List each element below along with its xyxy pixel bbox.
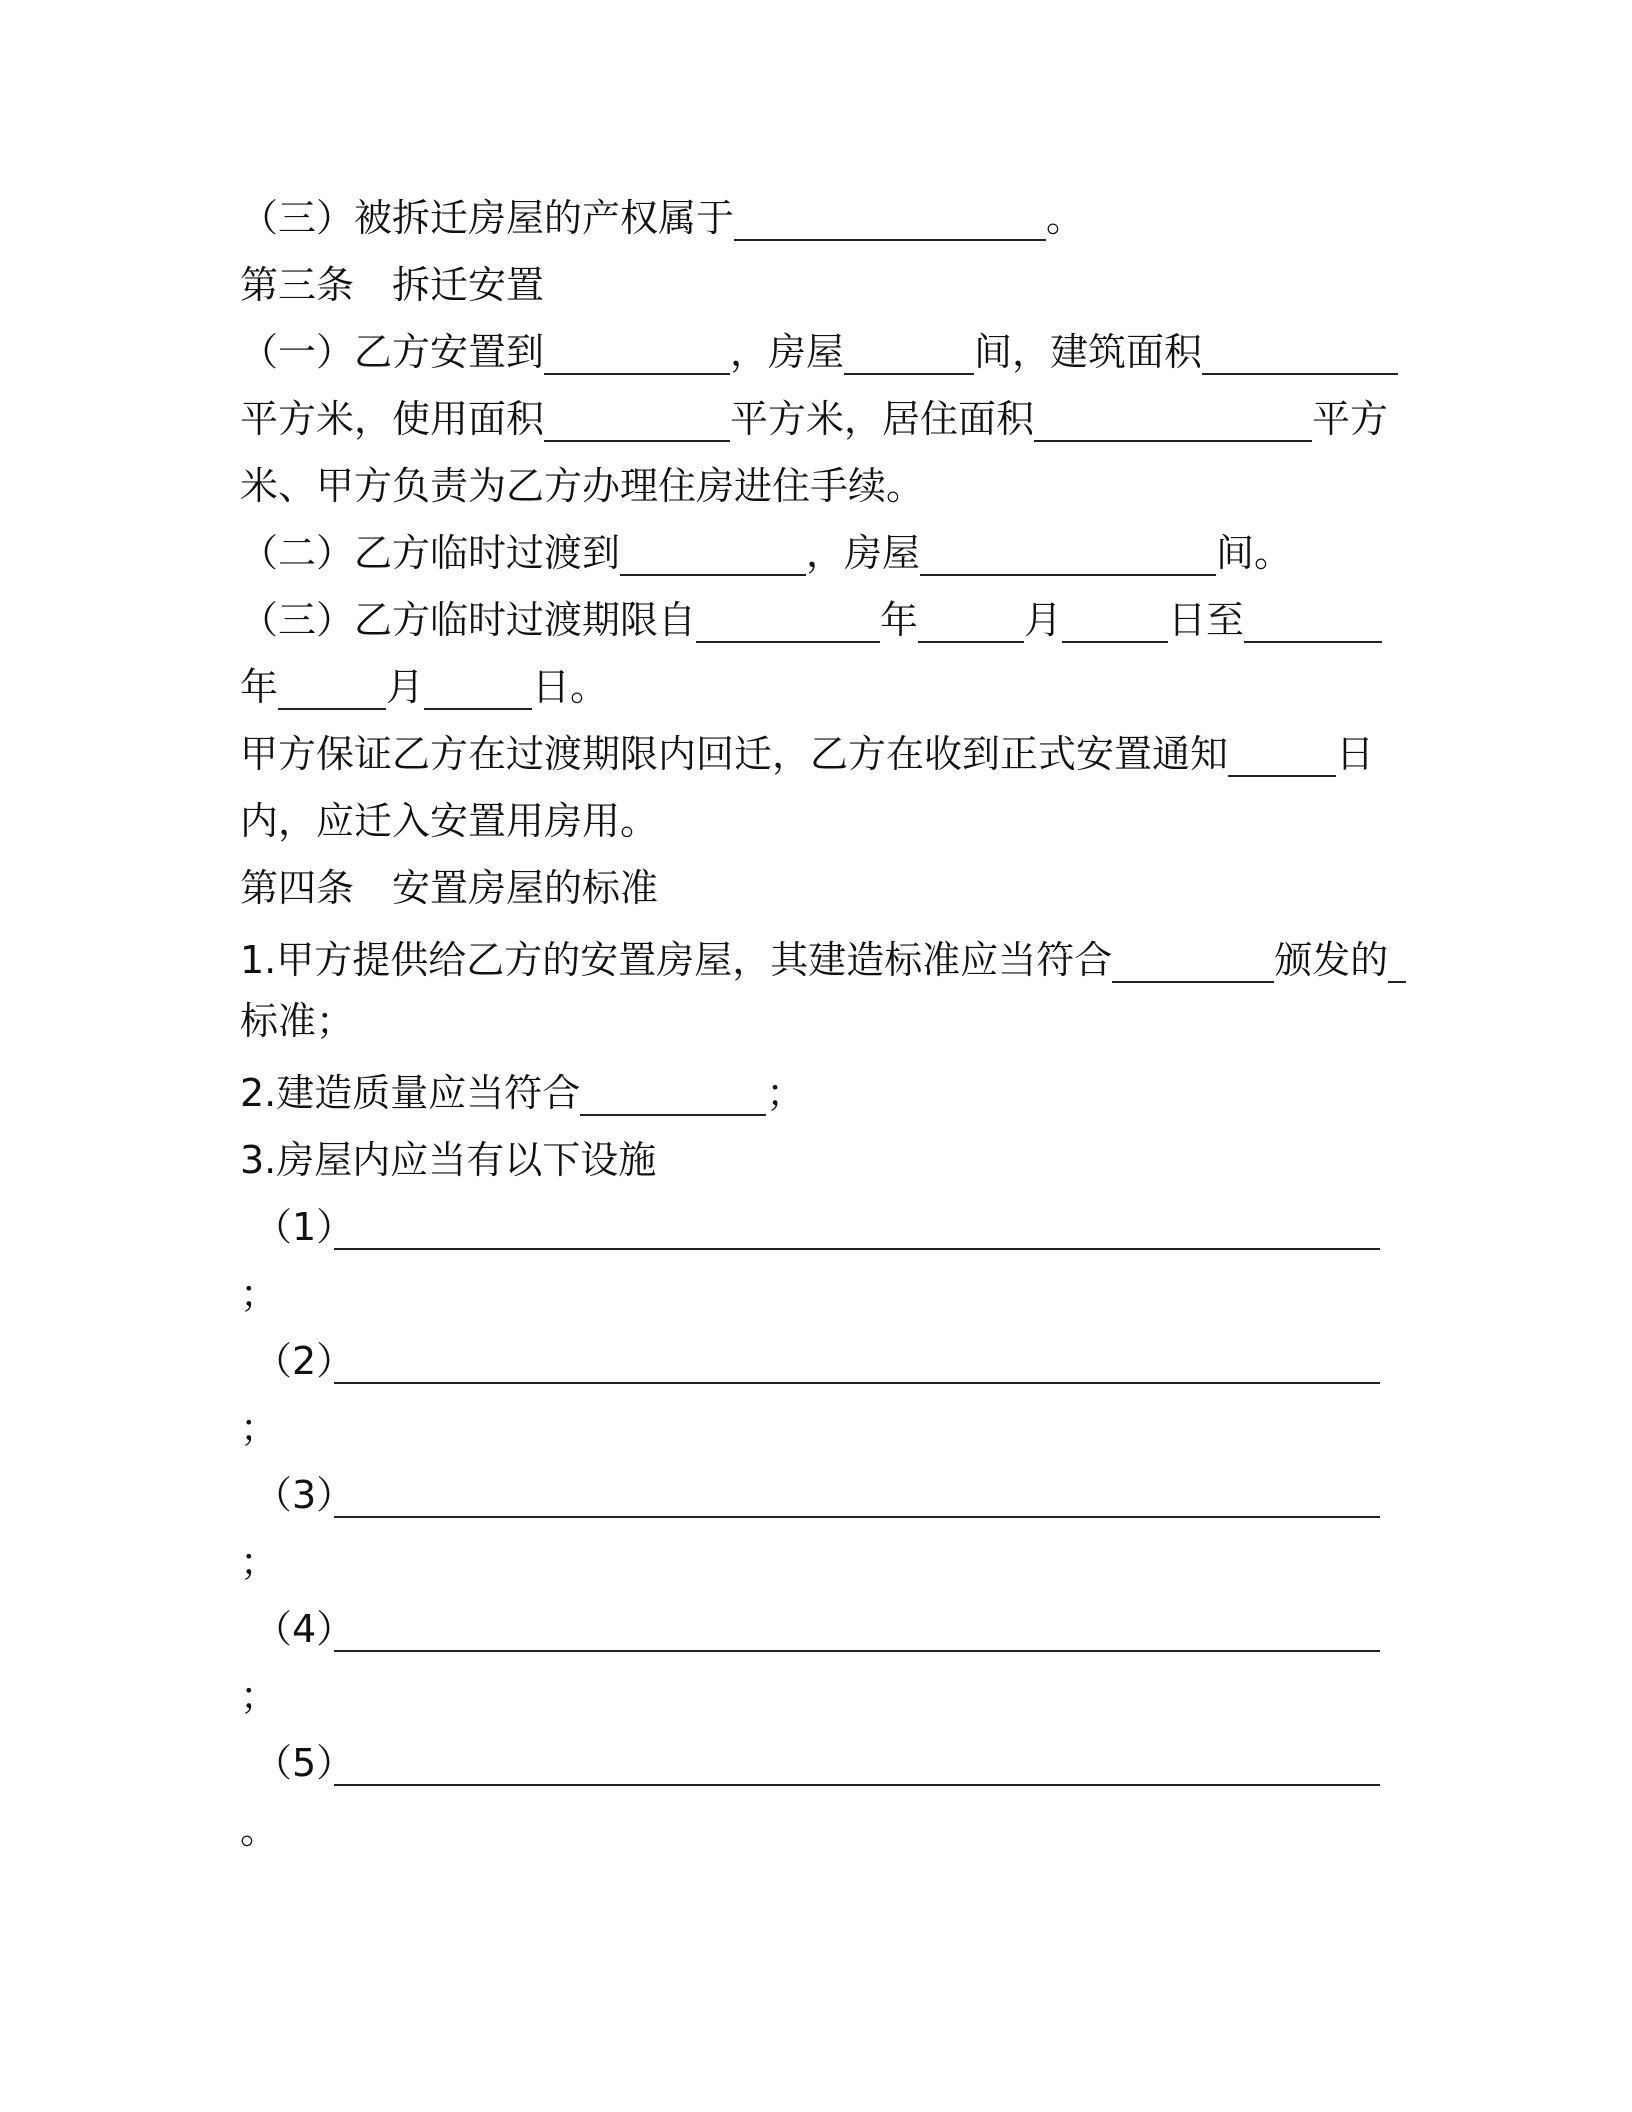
facility-3-end: ； bbox=[240, 1540, 279, 1584]
article-4-title: 安置房屋的标准 bbox=[392, 866, 659, 910]
facility-3-label: （3） bbox=[254, 1473, 355, 1517]
placement-line-2 bbox=[240, 396, 1388, 442]
guarantee-line-1 bbox=[240, 731, 1374, 777]
standard-item-1-line-2: 标准； bbox=[240, 999, 355, 1043]
placement-prefix: （一）乙方安置到 bbox=[240, 330, 545, 374]
placement-building-area-blank[interactable] bbox=[1202, 333, 1398, 375]
transition-rooms-suffix: 间。 bbox=[1216, 531, 1293, 575]
facility-2-blank[interactable] bbox=[334, 1382, 1380, 1384]
facility-1-end: ； bbox=[240, 1272, 279, 1316]
ownership-prefix: （三）被拆迁房屋的产权属于 bbox=[240, 196, 735, 240]
placement-line-3: 米、甲方负责为乙方办理住房进住手续。 bbox=[240, 464, 925, 508]
start-month-label: 月 bbox=[1024, 598, 1063, 642]
transition-rooms-label: ，房屋 bbox=[806, 531, 921, 575]
issued-label: 颁发的 bbox=[1274, 938, 1389, 982]
living-area-blank[interactable] bbox=[1034, 400, 1312, 442]
article-3-title: 拆迁安置 bbox=[392, 263, 545, 307]
usable-area-blank[interactable] bbox=[544, 400, 730, 442]
standard-item-2 bbox=[240, 1070, 804, 1116]
article-3-number: 第三条 bbox=[240, 263, 355, 307]
end-year-blank[interactable] bbox=[1244, 601, 1382, 643]
guarantee-text: 甲方保证乙方在过渡期限内回迁，乙方在收到正式安置通知 bbox=[240, 732, 1229, 776]
end-day-label: 日。 bbox=[532, 665, 609, 709]
end-month-label: 月 bbox=[386, 665, 425, 709]
facility-2-label: （2） bbox=[254, 1339, 355, 1383]
facility-1-label: （1） bbox=[254, 1205, 355, 1249]
start-year-label: 年 bbox=[880, 598, 919, 642]
facility-5-blank[interactable] bbox=[334, 1784, 1380, 1786]
ownership-line bbox=[240, 195, 1084, 241]
standard-item-2-end: ； bbox=[766, 1071, 805, 1115]
usable-area-label: 平方米，使用面积 bbox=[240, 397, 545, 441]
placement-line-1 bbox=[240, 329, 1398, 375]
facility-4-end: ； bbox=[240, 1674, 279, 1718]
facility-1-blank[interactable] bbox=[334, 1248, 1380, 1250]
transition-period-line-2 bbox=[240, 664, 608, 710]
issuing-authority-blank[interactable] bbox=[1112, 941, 1274, 983]
facility-5-label: （5） bbox=[254, 1741, 355, 1785]
guarantee-line-2: 内，应迁入安置用房用。 bbox=[240, 799, 659, 843]
transition-place-line bbox=[240, 530, 1292, 576]
facility-3-blank[interactable] bbox=[334, 1516, 1380, 1518]
notice-days-blank[interactable] bbox=[1228, 735, 1336, 777]
quality-standard-blank[interactable] bbox=[580, 1074, 766, 1116]
placement-building-area-label: 间，建筑面积 bbox=[974, 330, 1203, 374]
transition-place-blank[interactable] bbox=[620, 534, 806, 576]
standard-item-1 bbox=[240, 937, 1406, 983]
issued-trailing-blank bbox=[1388, 941, 1406, 983]
standard-item-3: 3.房屋内应当有以下设施 bbox=[240, 1138, 657, 1182]
start-year-blank[interactable] bbox=[696, 601, 880, 643]
ownership-blank[interactable] bbox=[734, 199, 1046, 241]
facility-5-end: 。 bbox=[240, 1808, 279, 1852]
transition-period-prefix: （三）乙方临时过渡期限自 bbox=[240, 598, 697, 642]
living-area-unit: 平方 bbox=[1312, 397, 1389, 441]
placement-rooms-blank[interactable] bbox=[844, 333, 974, 375]
transition-place-prefix: （二）乙方临时过渡到 bbox=[240, 531, 621, 575]
article-4-number: 第四条 bbox=[240, 866, 355, 910]
article-3-heading bbox=[240, 262, 544, 308]
facility-4-blank[interactable] bbox=[334, 1650, 1380, 1652]
notice-days-label: 日 bbox=[1336, 732, 1375, 776]
start-day-blank[interactable] bbox=[1062, 601, 1168, 643]
standard-item-2-text: 2.建造质量应当符合 bbox=[240, 1071, 581, 1115]
placement-rooms-label: ，房屋 bbox=[730, 330, 845, 374]
ownership-suffix: 。 bbox=[1046, 196, 1085, 240]
transition-period-line-1 bbox=[240, 597, 1382, 643]
transition-rooms-blank[interactable] bbox=[920, 534, 1216, 576]
facility-2-end: ； bbox=[240, 1406, 279, 1450]
article-4-heading bbox=[240, 865, 658, 911]
placement-location-blank[interactable] bbox=[544, 333, 730, 375]
living-area-label: 平方米，居住面积 bbox=[730, 397, 1035, 441]
facility-4-label: （4） bbox=[254, 1607, 355, 1651]
start-day-label: 日至 bbox=[1168, 598, 1245, 642]
end-day-blank[interactable] bbox=[424, 668, 532, 710]
start-month-blank[interactable] bbox=[918, 601, 1024, 643]
standard-item-1-text: 1.甲方提供给乙方的安置房屋，其建造标准应当符合 bbox=[240, 938, 1113, 982]
end-month-blank[interactable] bbox=[278, 668, 386, 710]
end-year-label: 年 bbox=[240, 665, 279, 709]
